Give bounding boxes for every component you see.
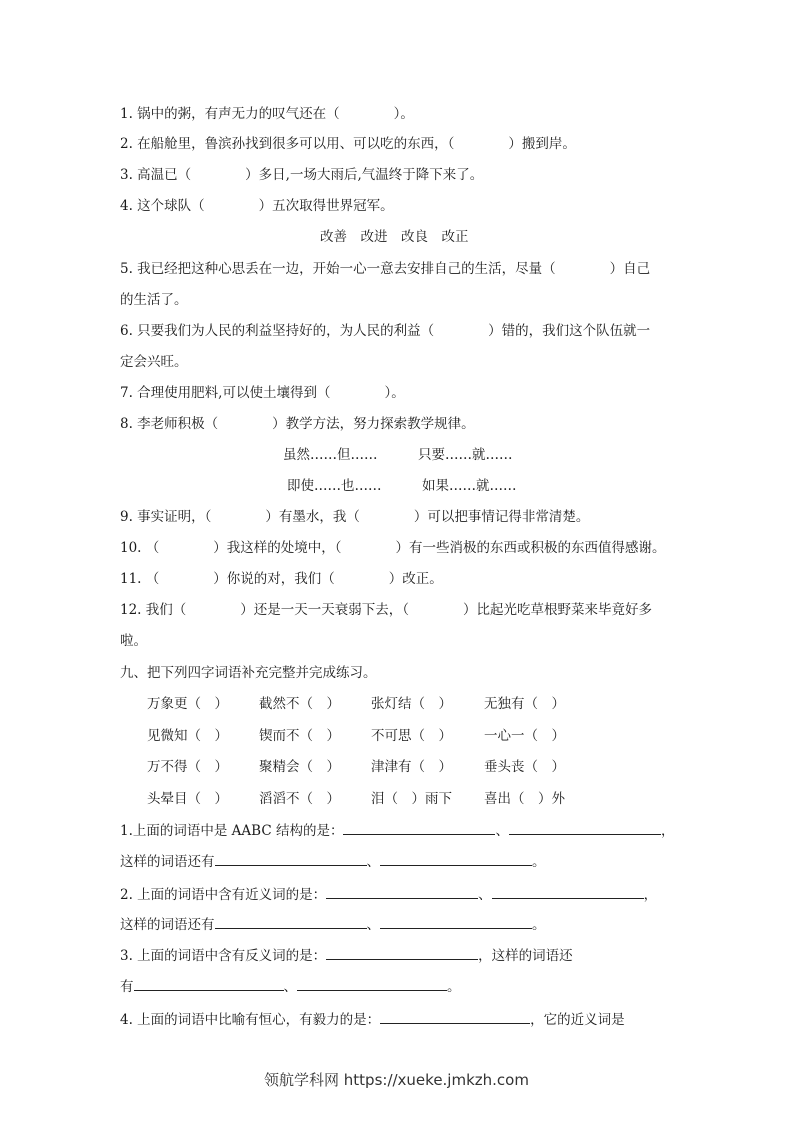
idiom-cell: 万不得（ ） bbox=[147, 759, 228, 775]
footer-watermark: 领航学科网 https://xueke.jmkzh.com bbox=[264, 1071, 529, 1089]
idiom-cell: 垂头丧（ ） bbox=[484, 759, 565, 775]
separator: ， bbox=[643, 887, 658, 903]
answer-blank[interactable] bbox=[326, 945, 478, 960]
exercise-4-suffix: ，它的近义词是 bbox=[530, 1012, 625, 1028]
separator: 。 bbox=[532, 917, 546, 933]
idiom-cell: 万象更（ ） bbox=[147, 696, 228, 712]
separator: ， bbox=[660, 823, 675, 839]
idiom-cell: 聚精会（ ） bbox=[259, 759, 340, 775]
question-7: 7. 合理使用肥料,可以使土壤得到（ ）。 bbox=[120, 385, 405, 401]
answer-blank[interactable] bbox=[380, 1009, 530, 1024]
answer-blank[interactable] bbox=[134, 976, 284, 991]
idiom-cell: 一心一（ ） bbox=[484, 728, 565, 744]
word-bank-conjunctions-row2: 即使……也…… 如果……就…… bbox=[287, 478, 517, 494]
answer-blank[interactable] bbox=[326, 884, 478, 899]
answer-blank[interactable] bbox=[380, 851, 532, 866]
answer-blank[interactable] bbox=[380, 914, 532, 929]
question-1: 1. 锅中的粥，有声无力的叹气还在（ ）。 bbox=[120, 106, 414, 122]
exercise-3-prompt: 3. 上面的词语中含有反义词的是： bbox=[120, 948, 327, 964]
separator: 、 bbox=[366, 917, 380, 933]
idiom-cell: 锲而不（ ） bbox=[259, 728, 340, 744]
question-8: 8. 李老师积极（ ）教学方法，努力探索教学规律。 bbox=[120, 416, 475, 432]
question-12-line2: 啦。 bbox=[120, 633, 147, 649]
idiom-cell: 见微知（ ） bbox=[147, 728, 228, 744]
question-9: 9. 事实证明，（ ）有墨水，我（ ）可以把事情记得非常清楚。 bbox=[120, 509, 590, 525]
answer-blank[interactable] bbox=[492, 884, 644, 899]
idiom-cell: 无独有（ ） bbox=[484, 696, 565, 712]
exercise-1-line1 bbox=[120, 820, 674, 841]
separator: 、 bbox=[283, 979, 297, 995]
idiom-cell: 津津有（ ） bbox=[371, 759, 452, 775]
separator: 、 bbox=[495, 823, 509, 839]
answer-blank[interactable] bbox=[215, 851, 367, 866]
question-11: 11. （ ）你说的对，我们（ ）改正。 bbox=[120, 571, 443, 587]
question-5-line1: 5. 我已经把这种心思丢在一边，开始一心一意去安排自己的生活，尽量（ ）自己 bbox=[120, 261, 651, 277]
answer-blank[interactable] bbox=[343, 820, 495, 835]
question-6-line1: 6. 只要我们为人民的利益坚持好的，为人民的利益（ ）错的，我们这个队伍就一 bbox=[120, 323, 651, 339]
exercise-3-line2 bbox=[120, 976, 461, 997]
exercise-2-line1 bbox=[120, 884, 657, 905]
question-6-line2: 定会兴旺。 bbox=[120, 354, 188, 370]
idiom-cell: 截然不（ ） bbox=[259, 696, 340, 712]
idiom-cell: 滔滔不（ ） bbox=[259, 791, 340, 807]
idiom-cell: 张灯结（ ） bbox=[371, 696, 452, 712]
question-4: 4. 这个球队（ ）五次取得世界冠军。 bbox=[120, 198, 394, 214]
answer-blank[interactable] bbox=[509, 820, 661, 835]
idiom-cell: 不可思（ ） bbox=[371, 728, 452, 744]
exercise-1-prompt: 1.上面的词语中是 AABC 结构的是： bbox=[120, 823, 344, 839]
answer-blank[interactable] bbox=[297, 976, 447, 991]
exercise-1-line2 bbox=[120, 851, 546, 872]
question-12-line1: 12. 我们（ ）还是一天一天衰弱下去，（ ）比起光吃草根野菜来毕竟好多 bbox=[120, 602, 653, 618]
section-9-title: 九、把下列四字词语补充完整并完成练习。 bbox=[120, 665, 377, 681]
separator: 。 bbox=[447, 979, 461, 995]
idiom-cell: 泪（ ）雨下 bbox=[371, 791, 452, 807]
idiom-cell: 头晕目（ ） bbox=[147, 791, 228, 807]
separator: 、 bbox=[478, 887, 492, 903]
exercise-2-more-prompt: 这样的词语还有 bbox=[120, 917, 215, 933]
separator: 、 bbox=[366, 854, 380, 870]
exercise-4-line1 bbox=[120, 1009, 625, 1030]
exercise-3-line1 bbox=[120, 945, 573, 966]
exercise-2-prompt: 2. 上面的词语中含有近义词的是： bbox=[120, 887, 327, 903]
word-bank-conjunctions-row1: 虽然……但…… 只要……就…… bbox=[283, 447, 513, 463]
exercise-2-line2 bbox=[120, 914, 546, 935]
question-2: 2. 在船舱里，鲁滨孙找到很多可以用、可以吃的东西，（ ）搬到岸。 bbox=[120, 136, 576, 152]
exercise-4-prompt: 4. 上面的词语中比喻有恒心，有毅力的是： bbox=[120, 1012, 381, 1028]
exercise-1-more-prompt: 这样的词语还有 bbox=[120, 854, 215, 870]
question-3: 3. 高温已（ ）多日,一场大雨后,气温终于降下来了。 bbox=[120, 167, 484, 183]
word-bank-gai: 改善 改进 改良 改正 bbox=[320, 229, 469, 245]
separator: 。 bbox=[532, 854, 546, 870]
exercise-3-mid: ，这样的词语还 bbox=[478, 948, 573, 964]
question-5-line2: 的生活了。 bbox=[120, 292, 188, 308]
idiom-cell: 喜出（ ）外 bbox=[484, 791, 565, 807]
question-10: 10. （ ）我这样的处境中，（ ）有一些消极的东西或积极的东西值得感谢。 bbox=[120, 540, 666, 556]
answer-blank[interactable] bbox=[215, 914, 367, 929]
exercise-3-more-prompt: 有 bbox=[120, 979, 134, 995]
